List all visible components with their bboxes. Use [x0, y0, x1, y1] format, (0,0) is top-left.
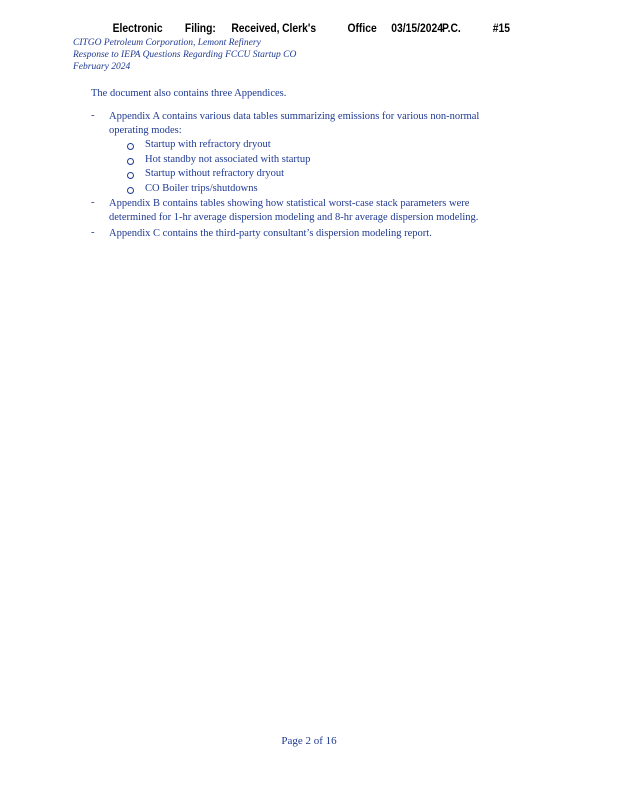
appendix-a-item: CO Boiler trips/shutdowns	[145, 183, 258, 194]
appendix-a-item: Startup without refractory dryout	[145, 168, 285, 179]
appendix-a-line1: Appendix A contains various data tables summarizing emissions for various non-normal	[109, 111, 480, 122]
filing-stamp	[0, 21, 531, 37]
stamp-pc: P.C.	[442, 21, 461, 35]
page-number: Page 2 of 16	[281, 735, 337, 747]
stamp-filing: Filing:	[184, 21, 216, 35]
stamp-number: #15	[492, 21, 511, 35]
appendix-b-line1: Appendix B contains tables showing how statistical worst-case stack parameters were	[109, 198, 470, 209]
header-date: February 2024	[73, 62, 131, 72]
bullet-icon	[127, 187, 134, 194]
header-subject: Response to IEPA Questions Regarding FCCU Startup CO	[73, 50, 297, 60]
stamp-received: Received,	[231, 21, 280, 35]
bullet-icon	[127, 172, 134, 179]
stamp-clerks: Clerk's	[282, 21, 317, 35]
bullet-icon	[127, 143, 134, 150]
appendix-b-line2: determined for 1-hr average dispersion modeling and 8-hr average dispersion modeling.	[109, 212, 479, 223]
stamp-office: Office	[347, 21, 377, 35]
appendix-a-item: Startup with refractory dryout	[145, 139, 271, 150]
stamp-electronic: Electronic	[112, 21, 163, 35]
appendix-a-line2: operating modes:	[109, 125, 182, 136]
document-header	[73, 37, 296, 73]
appendix-c-line: Appendix C contains the third-party consultant’s dispersion modeling report.	[109, 228, 432, 239]
intro-paragraph: The document also contains three Appendices.	[91, 88, 287, 99]
list-dash: -	[91, 197, 95, 208]
header-company: CITGO Petroleum Corporation, Lemont Refinery	[73, 38, 261, 48]
bullet-icon	[127, 158, 134, 165]
list-dash: -	[91, 227, 95, 238]
list-dash: -	[91, 110, 95, 121]
appendix-a-item: Hot standby not associated with startup	[145, 154, 311, 165]
stamp-date: 03/15/2024	[391, 21, 443, 35]
